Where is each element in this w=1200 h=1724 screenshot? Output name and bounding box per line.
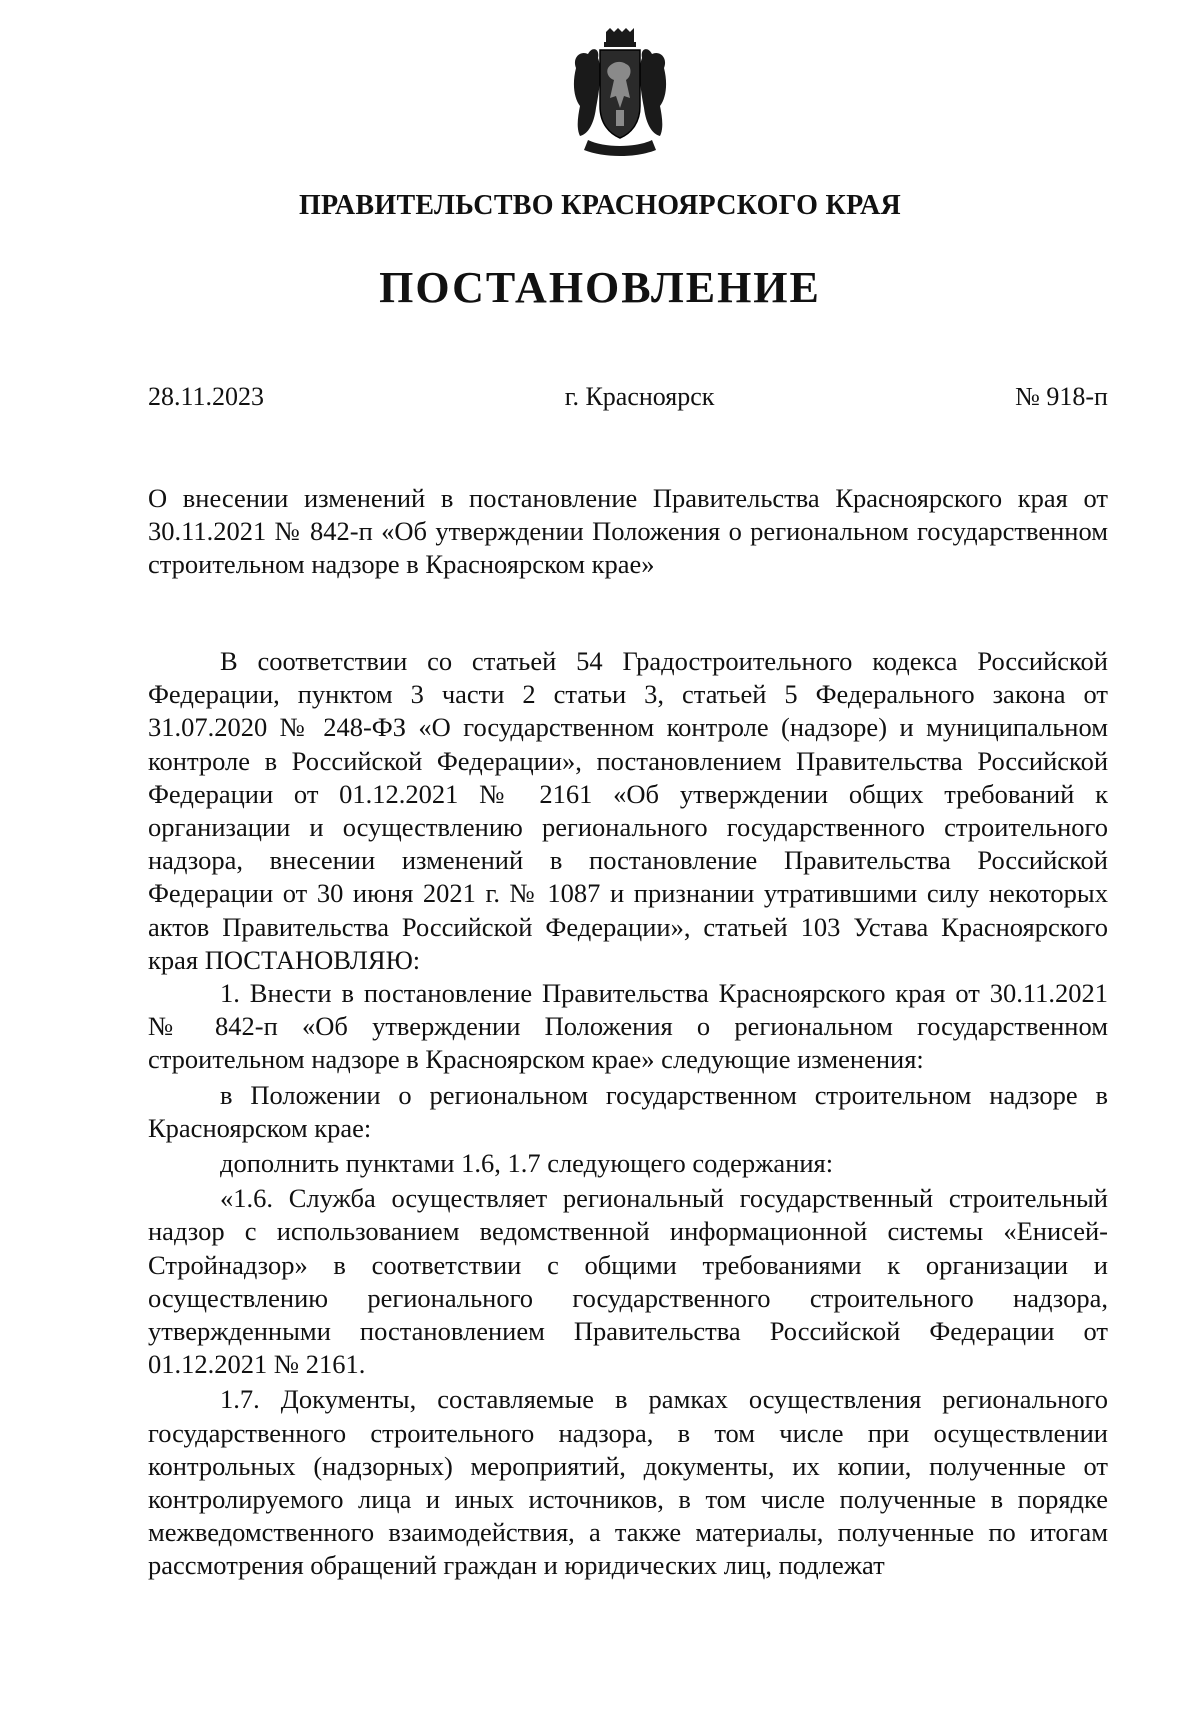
paragraph-clause-1-7: 1.7. Документы, составляемые в рамках осуществления регионального государственного строительного надзора, в том числе при осуществлении контрольных (надзорных) мероприятий, документы, их копии, полученные от контролируемого лица и иных источников, в том числе полученные в порядке межведомственного взаимодействия, а также материалы, полученные по итогам рассмотрения обращений граждан и юридических лиц, подлежат [148, 1384, 1108, 1581]
krasnoyarsk-coat-of-arms-icon [570, 28, 670, 158]
org-title: ПРАВИТЕЛЬСТВО КРАСНОЯРСКОГО КРАЯ [298, 190, 902, 221]
document-city: г. Красноярск [564, 382, 715, 411]
document-type-title: ПОСТАНОВЛЕНИЕ [379, 263, 821, 312]
document-body [148, 645, 1108, 1583]
document-subject: О внесении изменений в постановление Правительства Красноярского края от 30.11.2021 № 842-п «Об утверждении Положения о региональном государственном строительном надзоре в Красноярском крае» [148, 483, 1108, 579]
paragraph-item-1: 1. Внести в постановление Правительства Красноярского края от 30.11.2021 № 842-п «Об утверждении Положения о региональном государственном строительном надзоре в Красноярском крае» следующие изменения: [148, 978, 1108, 1075]
paragraph-clause-1-6: «1.6. Служба осуществляет региональный государственный строительный надзор с использованием ведомственной информационной системы «Енисей-Стройнадзор» в соответствии с общими требованиями к организации и осуществлению регионального государственного строительного надзора, утвержденными постановлением Правительства Российской Федерации от 01.12.2021 № 2161. [148, 1183, 1108, 1380]
paragraph-preamble: В соответствии со статьей 54 Градостроительного кодекса Российской Федерации, пунктом 3 части 2 статьи 3, статьей 5 Федерального закона от 31.07.2020 № 248-ФЗ «О государственном контроле (надзоре) и муниципальном контроле в Российской Федерации», постановлением Правительства Российской Федерации от 01.12.2021 № 2161 «Об утверждении общих требований к организации и осуществлению регионального государственного строительного надзора, внесении изменений в постановление Правительства Российской Федерации от 30 июня 2021 г. № 1087 и признании утратившими силу некоторых актов Правительства Российской Федерации», статьей 103 Устава Красноярского края ПОСТАНОВЛЯЮ: [148, 646, 1108, 975]
document-date: 28.11.2023 [148, 382, 265, 411]
document-meta-row [148, 382, 1108, 412]
paragraph-regulation-scope: в Положении о региональном государственном строительном надзоре в Красноярском крае: [148, 1079, 1108, 1143]
document-number: № 918-п [1015, 382, 1108, 411]
paragraph-amendment-intro: дополнить пунктами 1.6, 1.7 следующего содержания: [220, 1148, 834, 1179]
